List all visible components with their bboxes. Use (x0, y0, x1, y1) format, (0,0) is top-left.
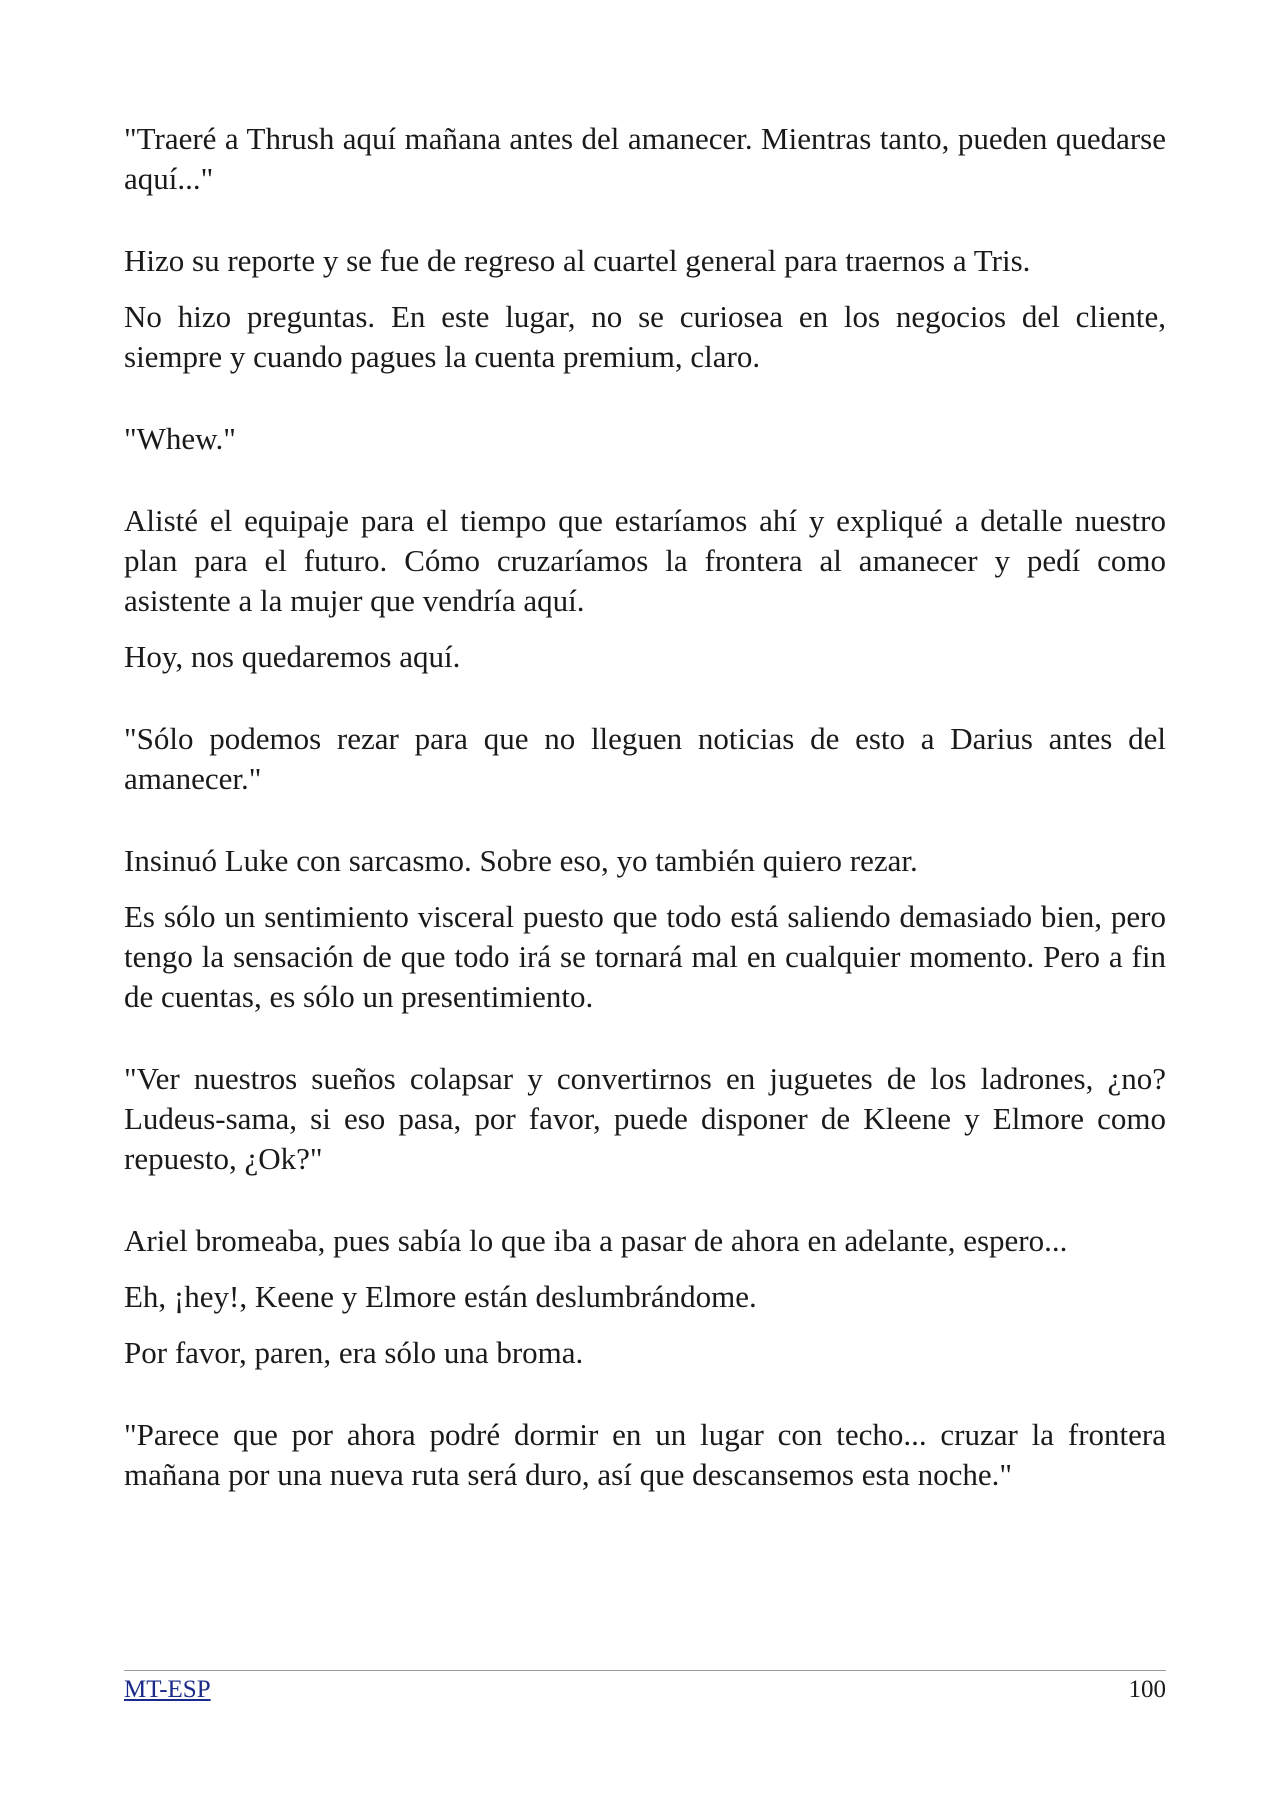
paragraph: "Sólo podemos rezar para que no lleguen noticias de esto a Darius antes del amanecer." (124, 721, 1166, 796)
paragraph: Insinuó Luke con sarcasmo. Sobre eso, yo también quiero rezar. (124, 843, 918, 878)
paragraph: No hizo preguntas. En este lugar, no se curiosea en los negocios del cliente, siempre y cuando pagues la cuenta premium, claro. (124, 299, 1166, 374)
paragraph: "Traeré a Thrush aquí mañana antes del amanecer. Mientras tanto, pueden quedarse aquí..." (124, 121, 1166, 196)
paragraph: Por favor, paren, era sólo una broma. (124, 1335, 584, 1370)
paragraph: Eh, ¡hey!, Keene y Elmore están deslumbrándome. (124, 1279, 757, 1314)
paragraph: "Parece que por ahora podré dormir en un lugar con techo... cruzar la frontera mañana por una nueva ruta será duro, así que descansemos esta noche." (124, 1417, 1166, 1492)
paragraph: Hoy, nos quedaremos aquí. (124, 639, 461, 674)
page-body (124, 119, 1166, 1495)
paragraph: "Whew." (124, 421, 236, 456)
paragraph: Hizo su reporte y se fue de regreso al cuartel general para traernos a Tris. (124, 243, 1031, 278)
paragraph: "Ver nuestros sueños colapsar y convertirnos en juguetes de los ladrones, ¿no? Ludeus-sama, si eso pasa, por favor, puede disponer de Kleene y Elmore como repuesto, ¿Ok?" (124, 1061, 1166, 1176)
page-footer (124, 1675, 1166, 1705)
footer-source-link[interactable]: MT-ESP (124, 1676, 211, 1703)
paragraph: Ariel bromeaba, pues sabía lo que iba a pasar de ahora en adelante, espero... (124, 1223, 1068, 1258)
footer-divider (124, 1670, 1166, 1671)
paragraph: Alisté el equipaje para el tiempo que estaríamos ahí y expliqué a detalle nuestro plan para el futuro. Cómo cruzaríamos la frontera al amanecer y pedí como asistente a la mujer que vendría aquí. (124, 503, 1166, 618)
page-number: 100 (1128, 1676, 1166, 1703)
paragraph: Es sólo un sentimiento visceral puesto que todo está saliendo demasiado bien, pero tengo la sensación de que todo irá se tornará mal en cualquier momento. Pero a fin de cuentas, es sólo un presentimiento. (124, 899, 1166, 1014)
